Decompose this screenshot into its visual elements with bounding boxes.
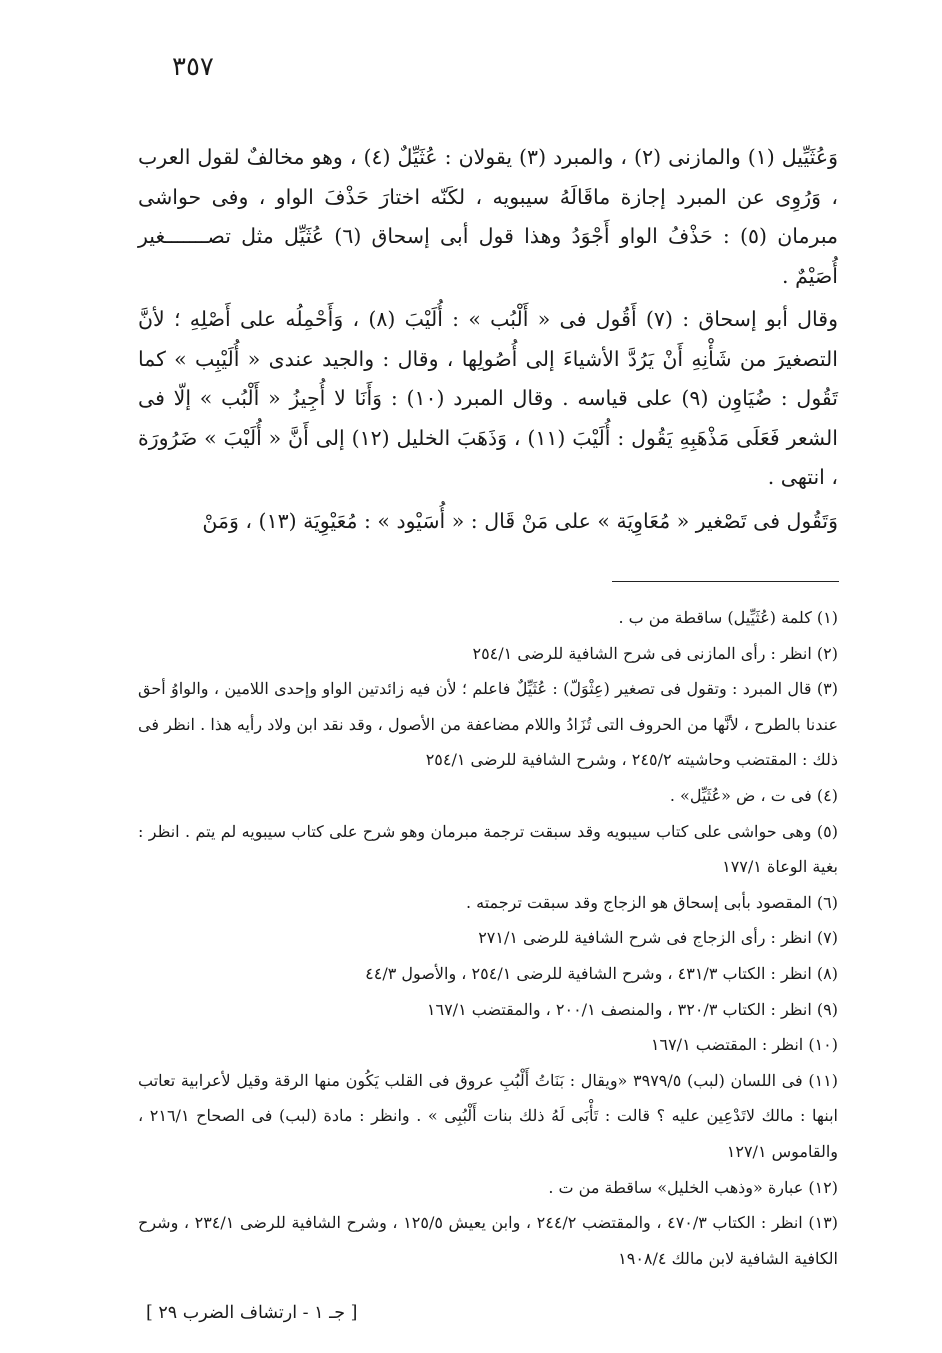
footnote-13: (١٣) انظر : الكتاب ٤٧٠/٣ ، والمقتضب ٢٤٤/٢ ، وابن يعيش ١٢٥/٥ ، وشرح الشافية للرضى ٢٣٤/١ ، وشرح الكافية الشافية لابن مالك ١٩٠٨/٤ [138,1213,839,1268]
footnote-12: (١٢) عبارة «وذهب الخليل» ساقطة من ت . [548,1177,838,1197]
footnote-4: (٤) فى ت ، ض «عُثَيِّل» . [669,785,838,805]
footnote-9: (٩) انظر : الكتاب ٣٢٠/٣ ، والمنصف ٢٠٠/١ ، والمقتضب ١٦٧/١ [426,999,838,1019]
main-paragraph-2: وقال أبو إسحاق : (٧) أَقُول فى « أَلْبُب » : أُلَيْبَ (٨) ، وَأَحْمِلُه على أَصْلِهِ ؛ لأنَّ التصغيرَ من شَأْنِهِ أَنْ يَرُدَّ الأشياءَ إلى أُصُولِها ، وقال : والجيد عندى « أُلَيْبِب » كما تَقُول : ضُيَاوِن (٩) على قياسه . وقال المبرد (١٠) : وَأَنَا لا أُجِيزُ « أَلْبُب » إلّا فى الشعر فَعَلَى مَذْهَبِهِ يَقُول : أُلَيْبَ (١١) ، وَذَهَبَ الخليل (١٢) إلى أَنَّ « أُلَيْبَ » ضَرُورَة ، انتهى . [138,307,839,489]
page-number: ٣٥٧ [172,52,214,82]
footnote-5: (٥) وهى حواشى على كتاب سيبويه وقد سبقت ترجمة مبرمان وهو شرح على كتاب سيبويه لم يتم . انظر : بغية الوعاة ١٧٧/١ [138,821,838,877]
footnote-1: (١) كلمة (عُثَيِّيل) ساقطة من ب . [618,608,838,627]
footnote-11: (١١) فى اللسان (لبب) ٣٩٧٩/٥ «ويقال : بَنَاتُ أَلْبُبِ عروق فى القلب يَكُون منها الرقة وقيل لأعرابية تعاتب ابنها : مالك لاتَدْعِين عليه ؟ قالت : تَأْبَى لَهُ ذلك بنات أَلْبُبِى » . وانظر : مادة (لبب) فى الصحاح ٢١٦/١ ، والقاموس ١٢٧/١ [138,1070,839,1161]
footnote-7: (٧) انظر : رأى الزجاج فى شرح الشافية للرضى ٢٧١/١ [478,928,838,948]
running-footer: [ جـ ١ - ارتشاف الضرب ٢٩ ] [146,1303,358,1323]
main-paragraph-3: وَتَقُول فى تَصْغير « مُعَاوِيَة » على مَنْ قَال : « أُسَيْود » : مُعَيْوِيَة (١٣) ، وَمَنْ [202,508,838,533]
footnote-10: (١٠) انظر : المقتضب ١٦٧/١ [650,1035,838,1055]
footnote-2: (٢) انظر : رأى المازنى فى شرح الشافية للرضى ٢٥٤/١ [472,643,838,663]
footnote-8: (٨) انظر : الكتاب ٤٣١/٣ ، وشرح الشافية للرضى ٢٥٤/١ ، والأصول ٤٤/٣ [365,963,838,983]
main-paragraph-1: وَعُثَيِّيل (١) والمازنى (٢) ، والمبرد (٣) يقولان : عُثَيِّلٌ (٤) ، وهو مخالفٌ لقول العرب ، وَرُوِى عن المبرد إجازة ماقَالَهُ سيبويه ، لكَنّه اختارَ حَذْفَ الواو ، وفى حواشى مبرمان (٥) : حَذْفُ الواو أَجْوَدُ وهذا قول أبى إسحاق (٦) عُثَيِّل مثل تصـــــــغير أُصَيْمٌ . [138,145,838,288]
footnote-separator [612,581,839,582]
main-text [138,138,838,541]
footnote-6: (٦) المقصود بأبى إسحاق هو الزجاج وقد سبقت ترجمته . [465,892,838,912]
footnotes [138,600,838,1276]
footnote-3: (٣) قال المبرد : وتقول فى تصغير (عِثْوَلّ) : عُثَيِّلٌ فاعلم ؛ لأن فيه زائدتين الواو وإحدى اللامين ، والواوُ أحق عندنا بالطرح ، لأنَّها من الحروف التى تُزَادُ واللام مضاعفة من الأصول ، وقد نقد ابن ولاد رأيه هذا . انظر فى ذلك : المقتضب وحاشيته ٢٤٥/٢ ، وشرح الشافية للرضى ٢٥٤/١ [138,679,838,770]
